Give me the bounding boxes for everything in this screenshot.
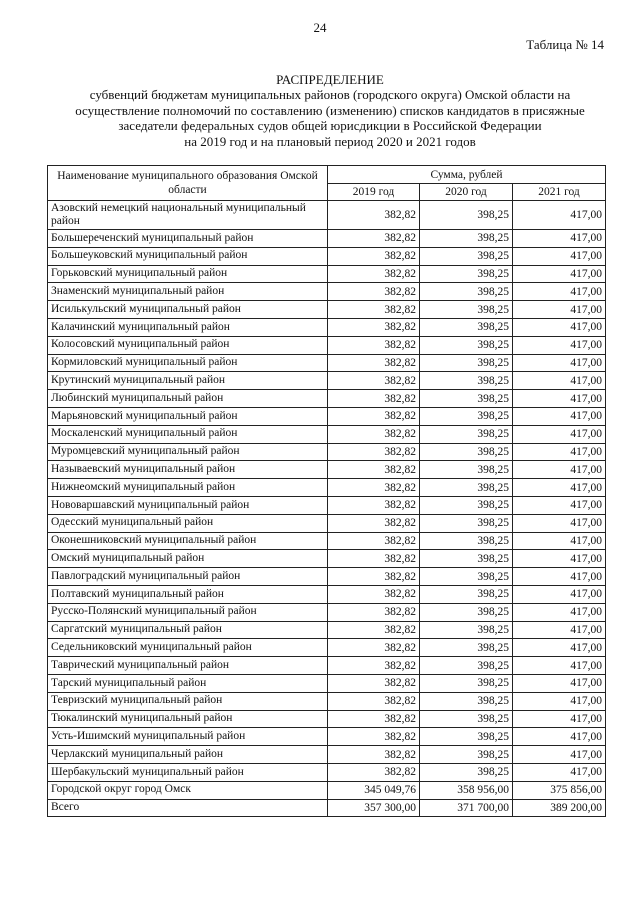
- row-name-cell: Русско-Полянский муниципальный район: [48, 603, 328, 621]
- subvention-table: [47, 165, 606, 817]
- value-2019-cell: 382,82: [328, 639, 420, 657]
- value-2019-cell: 382,82: [328, 692, 420, 710]
- value-2020-cell: 398,25: [420, 247, 513, 265]
- table-row: [48, 372, 606, 390]
- table-row: [48, 425, 606, 443]
- title-line-4: на 2019 год и на плановый период 2020 и 2021 годов: [184, 133, 476, 149]
- value-2021-cell: 417,00: [513, 354, 606, 372]
- value-2021-cell: 417,00: [513, 514, 606, 532]
- row-name-cell: Колосовский муниципальный район: [48, 336, 328, 354]
- row-name-cell: Нововаршавский муниципальный район: [48, 496, 328, 514]
- row-name-cell: Черлакский муниципальный район: [48, 746, 328, 764]
- value-2019-cell: 382,82: [328, 336, 420, 354]
- table-row: [48, 674, 606, 692]
- value-2021-cell: 417,00: [513, 247, 606, 265]
- value-2020-cell: 398,25: [420, 301, 513, 319]
- value-2019-cell: 345 049,76: [328, 781, 420, 799]
- table-row: [48, 639, 606, 657]
- value-2021-cell: 417,00: [513, 585, 606, 603]
- table-row: [48, 461, 606, 479]
- value-2021-cell: 417,00: [513, 728, 606, 746]
- value-2021-cell: 417,00: [513, 230, 606, 248]
- value-2019-cell: 382,82: [328, 532, 420, 550]
- value-2021-cell: 375 856,00: [513, 781, 606, 799]
- value-2021-cell: 417,00: [513, 201, 606, 230]
- value-2019-cell: 382,82: [328, 496, 420, 514]
- header-name-column: Наименование муниципального образования Омской области: [48, 166, 328, 201]
- row-name-cell: Всего: [48, 799, 328, 817]
- value-2020-cell: 398,25: [420, 425, 513, 443]
- row-name-cell: Крутинский муниципальный район: [48, 372, 328, 390]
- header-year-2021: 2021 год: [513, 184, 606, 201]
- value-2021-cell: 417,00: [513, 746, 606, 764]
- value-2019-cell: 382,82: [328, 479, 420, 497]
- value-2020-cell: 398,25: [420, 550, 513, 568]
- value-2021-cell: 417,00: [513, 496, 606, 514]
- value-2019-cell: 382,82: [328, 568, 420, 586]
- value-2020-cell: 398,25: [420, 657, 513, 675]
- value-2020-cell: 398,25: [420, 674, 513, 692]
- value-2019-cell: 382,82: [328, 283, 420, 301]
- value-2021-cell: 417,00: [513, 657, 606, 675]
- table-row: [48, 585, 606, 603]
- row-name-cell: Тевризский муниципальный район: [48, 692, 328, 710]
- value-2019-cell: 382,82: [328, 407, 420, 425]
- value-2019-cell: 382,82: [328, 674, 420, 692]
- row-name-cell: Омский муниципальный район: [48, 550, 328, 568]
- value-2020-cell: 398,25: [420, 728, 513, 746]
- value-2020-cell: 398,25: [420, 230, 513, 248]
- value-2020-cell: 398,25: [420, 336, 513, 354]
- table-row: [48, 301, 606, 319]
- value-2021-cell: 417,00: [513, 532, 606, 550]
- value-2019-cell: 382,82: [328, 443, 420, 461]
- value-2020-cell: 398,25: [420, 746, 513, 764]
- table-row: [48, 710, 606, 728]
- row-name-cell: Кормиловский муниципальный район: [48, 354, 328, 372]
- value-2019-cell: 382,82: [328, 710, 420, 728]
- value-2021-cell: 417,00: [513, 443, 606, 461]
- value-2019-cell: 382,82: [328, 728, 420, 746]
- table-row: [48, 728, 606, 746]
- value-2019-cell: 382,82: [328, 763, 420, 781]
- row-name-cell: Знаменский муниципальный район: [48, 283, 328, 301]
- value-2021-cell: 417,00: [513, 763, 606, 781]
- value-2021-cell: 417,00: [513, 336, 606, 354]
- value-2021-cell: 417,00: [513, 372, 606, 390]
- header-year-2020: 2020 год: [420, 184, 513, 201]
- value-2020-cell: 398,25: [420, 710, 513, 728]
- value-2019-cell: 382,82: [328, 318, 420, 336]
- title-line-3: заседатели федеральных судов общей юрисдикции в Российской Федерации: [118, 118, 542, 133]
- value-2021-cell: 417,00: [513, 710, 606, 728]
- value-2021-cell: 417,00: [513, 479, 606, 497]
- table-row: [48, 532, 606, 550]
- value-2019-cell: 382,82: [328, 746, 420, 764]
- table-row: [48, 283, 606, 301]
- title-line-1: субвенций бюджетам муниципальных районов (городского округа) Омской области на: [89, 87, 571, 102]
- value-2021-cell: 417,00: [513, 265, 606, 283]
- value-2021-cell: 417,00: [513, 425, 606, 443]
- row-name-cell: Оконешниковский муниципальный район: [48, 532, 328, 550]
- value-2021-cell: 417,00: [513, 568, 606, 586]
- row-name-cell: Москаленский муниципальный район: [48, 425, 328, 443]
- value-2020-cell: 398,25: [420, 603, 513, 621]
- table-row: [48, 657, 606, 675]
- value-2020-cell: 398,25: [420, 496, 513, 514]
- table-row: [48, 318, 606, 336]
- value-2021-cell: 417,00: [513, 461, 606, 479]
- value-2020-cell: 371 700,00: [420, 799, 513, 817]
- value-2019-cell: 382,82: [328, 514, 420, 532]
- value-2019-cell: 382,82: [328, 354, 420, 372]
- row-name-cell: Седельниковский муниципальный район: [48, 639, 328, 657]
- table-row: [48, 799, 606, 817]
- value-2020-cell: 398,25: [420, 532, 513, 550]
- value-2020-cell: 398,25: [420, 283, 513, 301]
- value-2020-cell: 398,25: [420, 692, 513, 710]
- value-2019-cell: 382,82: [328, 390, 420, 408]
- value-2021-cell: 417,00: [513, 318, 606, 336]
- table-row: [48, 201, 606, 230]
- value-2020-cell: 358 956,00: [420, 781, 513, 799]
- value-2020-cell: 398,25: [420, 568, 513, 586]
- table-row: [48, 479, 606, 497]
- value-2020-cell: 398,25: [420, 479, 513, 497]
- table-row: [48, 407, 606, 425]
- value-2020-cell: 398,25: [420, 201, 513, 230]
- value-2021-cell: 417,00: [513, 692, 606, 710]
- value-2021-cell: 417,00: [513, 407, 606, 425]
- table-row: [48, 550, 606, 568]
- table-row: [48, 354, 606, 372]
- value-2021-cell: 417,00: [513, 674, 606, 692]
- table-row: [48, 496, 606, 514]
- row-name-cell: Любинский муниципальный район: [48, 390, 328, 408]
- value-2020-cell: 398,25: [420, 621, 513, 639]
- value-2019-cell: 382,82: [328, 550, 420, 568]
- row-name-cell: Муромцевский муниципальный район: [48, 443, 328, 461]
- table-row: [48, 265, 606, 283]
- value-2020-cell: 398,25: [420, 265, 513, 283]
- row-name-cell: Горьковский муниципальный район: [48, 265, 328, 283]
- value-2019-cell: 382,82: [328, 461, 420, 479]
- value-2019-cell: 382,82: [328, 265, 420, 283]
- row-name-cell: Называевский муниципальный район: [48, 461, 328, 479]
- value-2020-cell: 398,25: [420, 763, 513, 781]
- row-name-cell: Полтавский муниципальный район: [48, 585, 328, 603]
- value-2019-cell: 382,82: [328, 247, 420, 265]
- page-number: 24: [313, 20, 327, 35]
- value-2020-cell: 398,25: [420, 407, 513, 425]
- value-2019-cell: 382,82: [328, 372, 420, 390]
- table-row: [48, 247, 606, 265]
- row-name-cell: Таврический муниципальный район: [48, 657, 328, 675]
- value-2021-cell: 417,00: [513, 390, 606, 408]
- row-name-cell: Тюкалинский муниципальный район: [48, 710, 328, 728]
- header-year-2019: 2019 год: [328, 184, 420, 201]
- row-name-cell: Марьяновский муниципальный район: [48, 407, 328, 425]
- value-2020-cell: 398,25: [420, 372, 513, 390]
- table-row: [48, 443, 606, 461]
- row-name-cell: Одесский муниципальный район: [48, 514, 328, 532]
- value-2021-cell: 417,00: [513, 621, 606, 639]
- value-2019-cell: 382,82: [328, 425, 420, 443]
- table-label: Таблица № 14: [526, 37, 604, 52]
- table-row: [48, 336, 606, 354]
- value-2020-cell: 398,25: [420, 585, 513, 603]
- value-2021-cell: 389 200,00: [513, 799, 606, 817]
- value-2019-cell: 382,82: [328, 585, 420, 603]
- value-2020-cell: 398,25: [420, 514, 513, 532]
- value-2019-cell: 357 300,00: [328, 799, 420, 817]
- value-2019-cell: 382,82: [328, 621, 420, 639]
- row-name-cell: Шербакульский муниципальный район: [48, 763, 328, 781]
- table-row: [48, 746, 606, 764]
- row-name-cell: Большереченский муниципальный район: [48, 230, 328, 248]
- title-line-2: осуществление полномочий по составлению (изменению) списков кандидатов в присяжные: [75, 102, 585, 118]
- row-name-cell: Саргатский муниципальный район: [48, 621, 328, 639]
- value-2019-cell: 382,82: [328, 301, 420, 319]
- value-2021-cell: 417,00: [513, 283, 606, 301]
- title-main: РАСПРЕДЕЛЕНИЕ: [276, 72, 384, 87]
- table-body: [48, 201, 606, 817]
- table-row: [48, 621, 606, 639]
- value-2019-cell: 382,82: [328, 230, 420, 248]
- table-row: [48, 514, 606, 532]
- row-name-cell: Нижнеомский муниципальный район: [48, 479, 328, 497]
- value-2021-cell: 417,00: [513, 639, 606, 657]
- value-2021-cell: 417,00: [513, 301, 606, 319]
- value-2019-cell: 382,82: [328, 201, 420, 230]
- value-2020-cell: 398,25: [420, 390, 513, 408]
- value-2020-cell: 398,25: [420, 354, 513, 372]
- document-title: [50, 72, 610, 149]
- table-row: [48, 603, 606, 621]
- row-name-cell: Большеуковский муниципальный район: [48, 247, 328, 265]
- value-2020-cell: 398,25: [420, 318, 513, 336]
- table-row: [48, 390, 606, 408]
- table-row: [48, 781, 606, 799]
- value-2021-cell: 417,00: [513, 603, 606, 621]
- table-row: [48, 568, 606, 586]
- table-row: [48, 692, 606, 710]
- table-row: [48, 230, 606, 248]
- header-sum-column: Сумма, рублей: [328, 166, 606, 184]
- value-2019-cell: 382,82: [328, 603, 420, 621]
- row-name-cell: Тарский муниципальный район: [48, 674, 328, 692]
- row-name-cell: Павлоградский муниципальный район: [48, 568, 328, 586]
- value-2019-cell: 382,82: [328, 657, 420, 675]
- row-name-cell: Исилькульский муниципальный район: [48, 301, 328, 319]
- row-name-cell: Городской округ город Омск: [48, 781, 328, 799]
- row-name-cell: Азовский немецкий национальный муниципальный район: [48, 201, 328, 230]
- table-row: [48, 763, 606, 781]
- row-name-cell: Усть-Ишимский муниципальный район: [48, 728, 328, 746]
- row-name-cell: Калачинский муниципальный район: [48, 318, 328, 336]
- value-2020-cell: 398,25: [420, 639, 513, 657]
- value-2020-cell: 398,25: [420, 461, 513, 479]
- value-2020-cell: 398,25: [420, 443, 513, 461]
- value-2021-cell: 417,00: [513, 550, 606, 568]
